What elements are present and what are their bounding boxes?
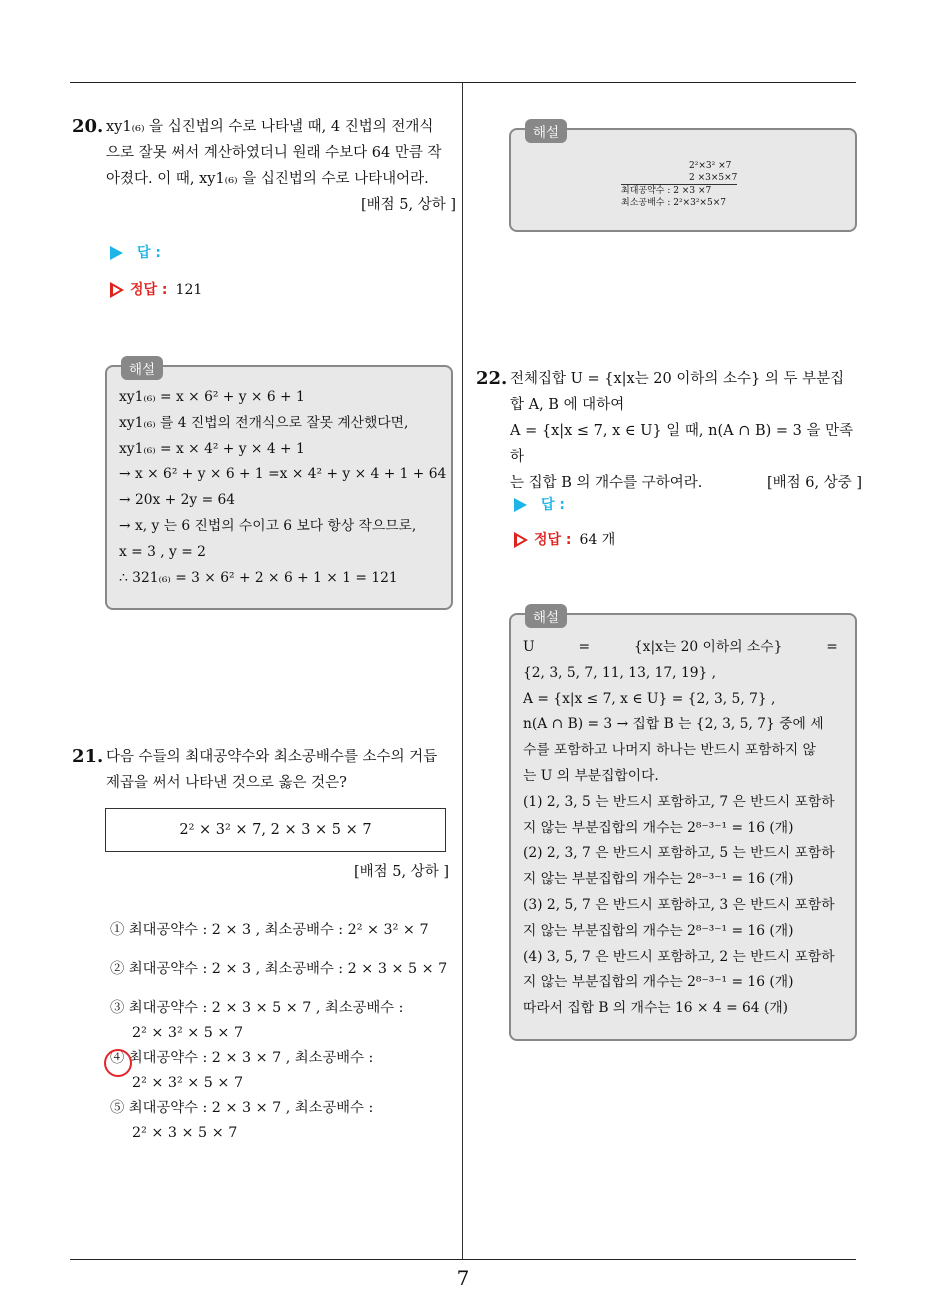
q20-solution-box xyxy=(105,362,453,610)
q22-line: A = {x|x ≤ 7, x ∈ U} 일 때, n(A ∩ B) = 3 을 만족하 xyxy=(510,423,854,465)
page-number: 7 xyxy=(456,1266,470,1290)
mini-line: 최대공약수 : 2 ×3 ×7 xyxy=(621,186,712,196)
solution-line: 따라서 집합 B 의 개수는 16 × 4 = 64 (개) xyxy=(523,1000,789,1017)
q20-text xyxy=(106,114,456,218)
solution-line: {2, 3, 5, 7, 11, 13, 17, 19} , xyxy=(523,664,717,681)
q22-line xyxy=(510,470,862,496)
q22-line: 전체집합 U = {x|x는 20 이하의 소수} 의 두 부분집 xyxy=(510,371,845,387)
choice-1[interactable]: ① 최대공약수 : 2 × 3 , 최소공배수 : 2² × 3² × 7 xyxy=(110,922,429,938)
outline-triangle-icon xyxy=(110,282,124,298)
solution-line: → x × 6² + y × 6 + 1 =x × 4² + y × 4 + 1 + 64 xyxy=(119,466,447,483)
solution-line: 수를 포함하고 나머지 하나는 반드시 포함하지 않 xyxy=(523,742,816,759)
q22-meta: [배점 6, 상중 ] xyxy=(766,475,862,491)
q22-last-line: 는 집합 B 의 개수를 구하여라. xyxy=(510,475,703,491)
column-divider xyxy=(462,83,463,1260)
q20-line: xy1₍₆₎ 을 십진법의 수로 나타낼 때, 4 진법의 전개식 xyxy=(106,119,434,135)
mini-line: 최소공배수 : 2²×3²×5×7 xyxy=(621,198,726,208)
play-icon xyxy=(514,498,527,512)
correct-value: 64 개 xyxy=(579,532,616,548)
choice-4[interactable]: ④ 최대공약수 : 2 × 3 × 7 , 최소공배수 : xyxy=(110,1050,374,1066)
choice-5[interactable]: ⑤ 최대공약수 : 2 × 3 × 7 , 최소공배수 : xyxy=(110,1100,374,1116)
choice-3[interactable]: ③ 최대공약수 : 2 × 3 × 5 × 7 , 최소공배수 : xyxy=(110,1000,404,1016)
q21-mini-solution xyxy=(621,160,737,209)
solution-line: n(A ∩ B) = 3 → 집합 B 는 {2, 3, 5, 7} 중에 세 xyxy=(523,716,824,733)
q20-meta: [배점 5, 상하 ] xyxy=(360,197,456,213)
solution-line: x = 3 , y = 2 xyxy=(119,543,206,560)
solution-line: ∴ 321₍₆₎ = 3 × 6² + 2 × 6 + 1 × 1 = 121 xyxy=(119,569,398,586)
answer-label-text: 답 : xyxy=(137,245,161,261)
correct-label: 정답 : xyxy=(130,282,168,298)
q22-text xyxy=(510,366,862,496)
choice-3-cont: 2² × 3² × 5 × 7 xyxy=(132,1025,244,1041)
outline-triangle-icon xyxy=(514,532,528,548)
correct-value: 121 xyxy=(175,282,203,298)
solution-line: (2) 2, 3, 7 은 반드시 포함하고, 5 는 반드시 포함하 xyxy=(523,845,835,862)
solution-line: 지 않는 부분집합의 개수는 2⁸⁻³⁻¹ = 16 (개) xyxy=(523,922,794,939)
q22-answer-label xyxy=(514,494,565,514)
q22-correct-answer xyxy=(514,529,615,549)
choice-4-cont: 2² × 3² × 5 × 7 xyxy=(132,1075,244,1091)
solution-line: → x, y 는 6 진법의 수이고 6 보다 항상 작으므로, xyxy=(119,517,417,534)
solution-tag: 해설 xyxy=(121,356,163,380)
q21-meta: [배점 5, 상하 ] xyxy=(353,864,449,880)
top-rule xyxy=(70,82,856,83)
solution-line: (1) 2, 3, 5 는 반드시 포함하고, 7 은 반드시 포함하 xyxy=(523,793,835,810)
solution-line: 지 않는 부분집합의 개수는 2⁸⁻³⁻¹ = 16 (개) xyxy=(523,974,794,991)
q20-line: 으로 잘못 써서 계산하였더니 원래 수보다 64 만큼 작 xyxy=(106,145,442,161)
solution-tag: 해설 xyxy=(525,119,567,143)
q21-text xyxy=(106,744,456,796)
solution-line: 지 않는 부분집합의 개수는 2⁸⁻³⁻¹ = 16 (개) xyxy=(523,819,794,836)
solution-line: (3) 2, 5, 7 은 반드시 포함하고, 3 은 반드시 포함하 xyxy=(523,896,835,913)
q20-number: 20. xyxy=(72,116,104,137)
solution-line: 는 U 의 부분집합이다. xyxy=(523,767,659,784)
solution-tag: 해설 xyxy=(525,604,567,628)
choice-5-cont: 2² × 3 × 5 × 7 xyxy=(132,1125,238,1141)
q22-solution-box xyxy=(509,610,857,1041)
q22-number: 22. xyxy=(476,368,508,389)
correct-label: 정답 : xyxy=(534,532,572,548)
q21-line: 제곱을 써서 나타낸 것으로 옳은 것은? xyxy=(106,775,347,791)
solution-line: → 20x + 2y = 64 xyxy=(119,492,236,509)
q20-correct-answer xyxy=(110,279,202,299)
solution-line: A = {x|x ≤ 7, x ∈ U} = {2, 3, 5, 7} , xyxy=(523,690,776,707)
answer-label-text: 답 : xyxy=(541,497,565,513)
mini-line: 2 ×3×5×7 xyxy=(621,172,737,185)
q21-given-expression: 2² × 3² × 7, 2 × 3 × 5 × 7 xyxy=(105,808,446,852)
bottom-rule xyxy=(70,1259,856,1260)
play-icon xyxy=(110,246,123,260)
q21-number: 21. xyxy=(72,746,104,767)
q21-choices xyxy=(110,918,455,1146)
solution-line: 지 않는 부분집합의 개수는 2⁸⁻³⁻¹ = 16 (개) xyxy=(523,871,794,888)
choice-2[interactable]: ② 최대공약수 : 2 × 3 , 최소공배수 : 2 × 3 × 5 × 7 xyxy=(110,961,448,977)
solution-line: xy1₍₆₎ = x × 4² + y × 4 + 1 xyxy=(119,440,305,457)
selected-answer-circle-icon xyxy=(104,1049,132,1077)
solution-line: xy1₍₆₎ 를 4 진법의 전개식으로 잘못 계산했다면, xyxy=(119,414,409,431)
solution-line: xy1₍₆₎ = x × 6² + y × 6 + 1 xyxy=(119,389,305,405)
q21-solution-box xyxy=(509,125,857,232)
q22-line: 합 A, B 에 대하여 xyxy=(510,397,625,413)
mini-line: 2²×3² ×7 xyxy=(689,161,732,171)
solution-line: (4) 3, 5, 7 은 반드시 포함하고, 2 는 반드시 포함하 xyxy=(523,948,835,965)
q20-line: 아졌다. 이 때, xy1₍₆₎ 을 십진법의 수로 나타내어라. xyxy=(106,171,429,187)
solution-line: U = {x|x는 20 이하의 소수} = xyxy=(523,639,838,655)
q21-line: 다음 수들의 최대공약수와 최소공배수를 소수의 거듭 xyxy=(106,749,438,765)
q20-answer-label xyxy=(110,242,161,262)
